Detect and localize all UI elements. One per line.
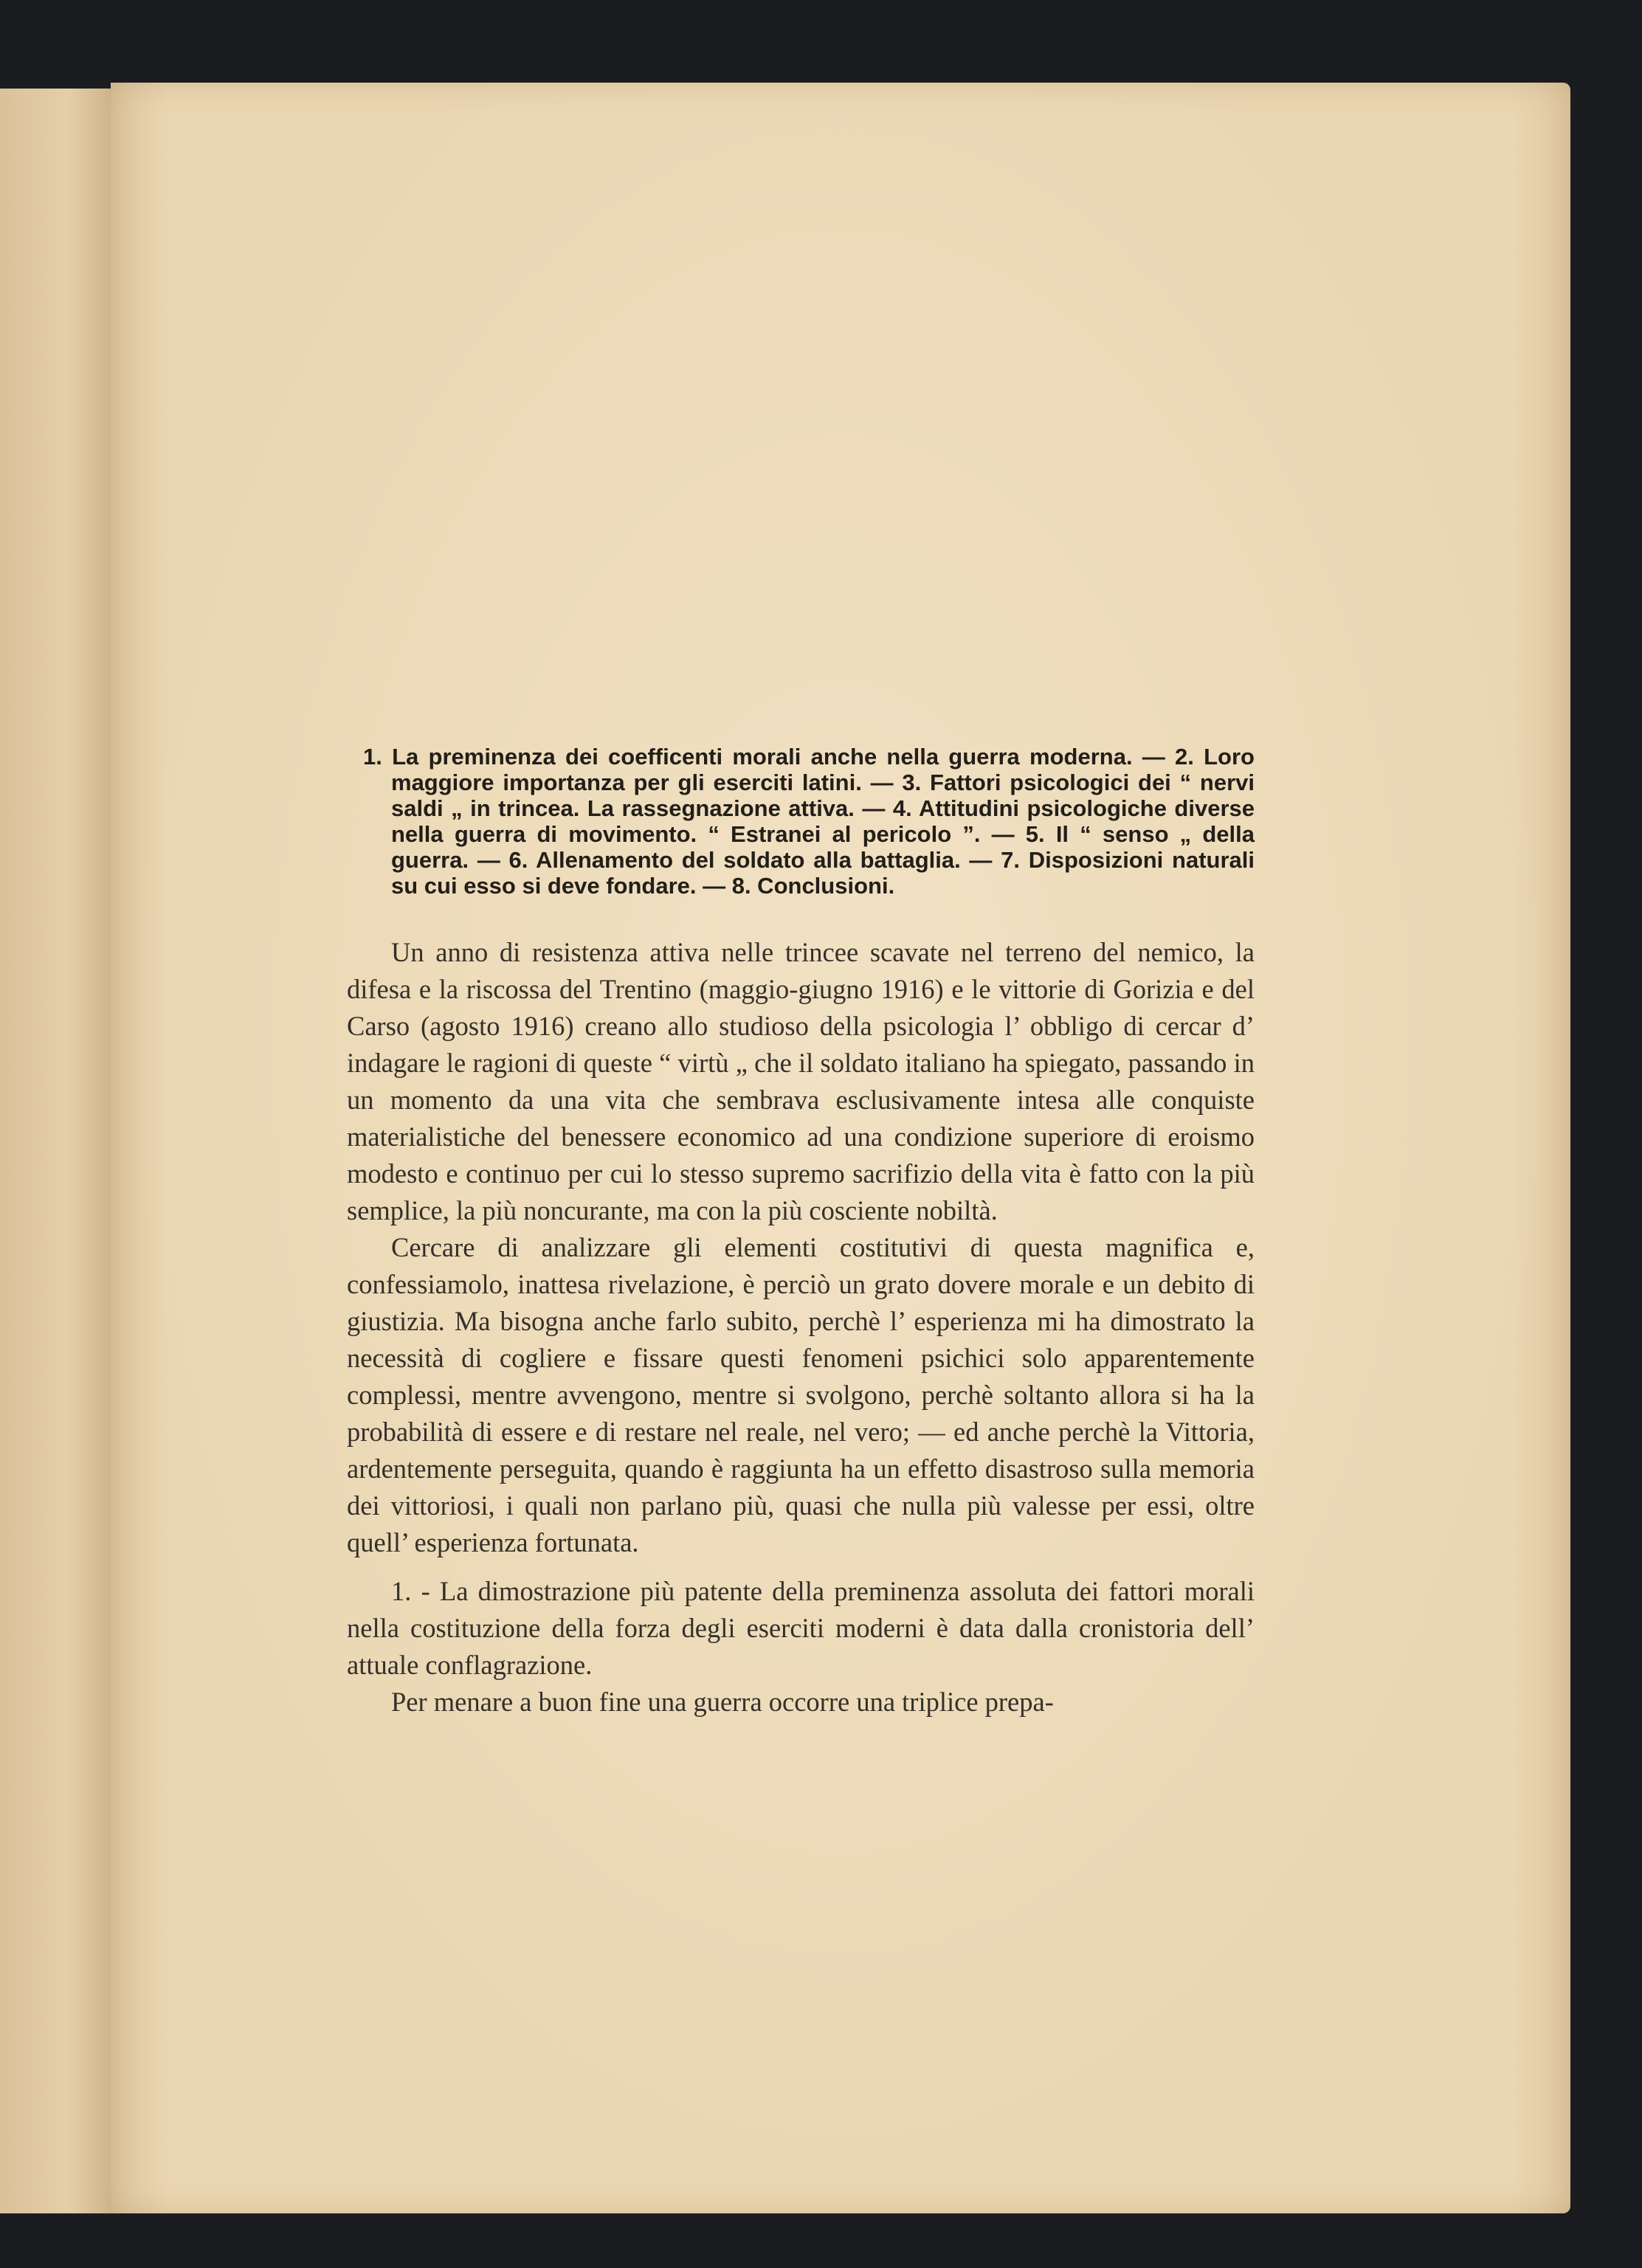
chapter-summary: 1. La preminenza dei coefficenti morali anche nella guerra moderna. — 2. Loro maggiore importanza per gli eserciti latini. — 3. Fattori psicologici dei “ nervi saldi „ in trincea. La rassegnazione attiva. — 4. Attitudini psicologiche diverse nella guerra di movimento. “ Estranei al pericolo ”. — 5. Il “ senso „ della guerra. — 6. Allenamento del soldato alla battaglia. — 7. Disposizioni naturali su cui esso si deve fondare. — 8. Conclusioni. [363,744,1255,899]
paragraph-2: Cercare di analizzare gli elementi costitutivi di questa magnifica e, confessiamolo, inattesa rivelazione, è perciò un grato dovere morale e un debito di giustizia. Ma bisogna anche farlo subito, perchè l’ esperienza mi ha dimostrato la necessità di cogliere e fissare questi fenomeni psichici solo apparentemente complessi, mentre avvengono, mentre si svolgono, perchè soltanto allora si ha la probabilità di essere e di restare nel reale, nel vero; — ed anche perchè la Vittoria, ardentemente perseguita, quando è raggiunta ha un effetto disastroso sulla memoria dei vittoriosi, i quali non parlano più, quasi che nulla più valesse per essi, oltre quell’ esperienza fortunata. [347,1232,1255,1557]
facing-page-edge [0,89,114,2213]
page-content [347,744,1255,1721]
paragraph-3: 1. - La dimostrazione più patente della preminenza assoluta dei fattori morali nella costituzione della forza degli eserciti moderni è data dalla cronistoria dell’ attuale conflagrazione. [347,1576,1255,1680]
body-text [347,934,1255,1721]
paragraph-4: Per menare a buon fine una guerra occorre una triplice prepa- [391,1687,1054,1717]
paragraph-1: Un anno di resistenza attiva nelle trincee scavate nel terreno del nemico, la difesa e la riscossa del Trentino (maggio-giugno 1916) e le vittorie di Gorizia e del Carso (agosto 1916) creano allo studioso della psicologia l’ obbligo di cercar d’ indagare le ragioni di queste “ virtù „ che il soldato italiano ha spiegato, passando in un momento da una vita che sembrava esclusivamente intesa alle conquiste materialistiche del benessere economico ad una condizione superiore di eroismo modesto e continuo per cui lo stesso supremo sacrifizio della vita è fatto con la più semplice, la più noncurante, ma con la più cosciente nobiltà. [347,937,1255,1225]
